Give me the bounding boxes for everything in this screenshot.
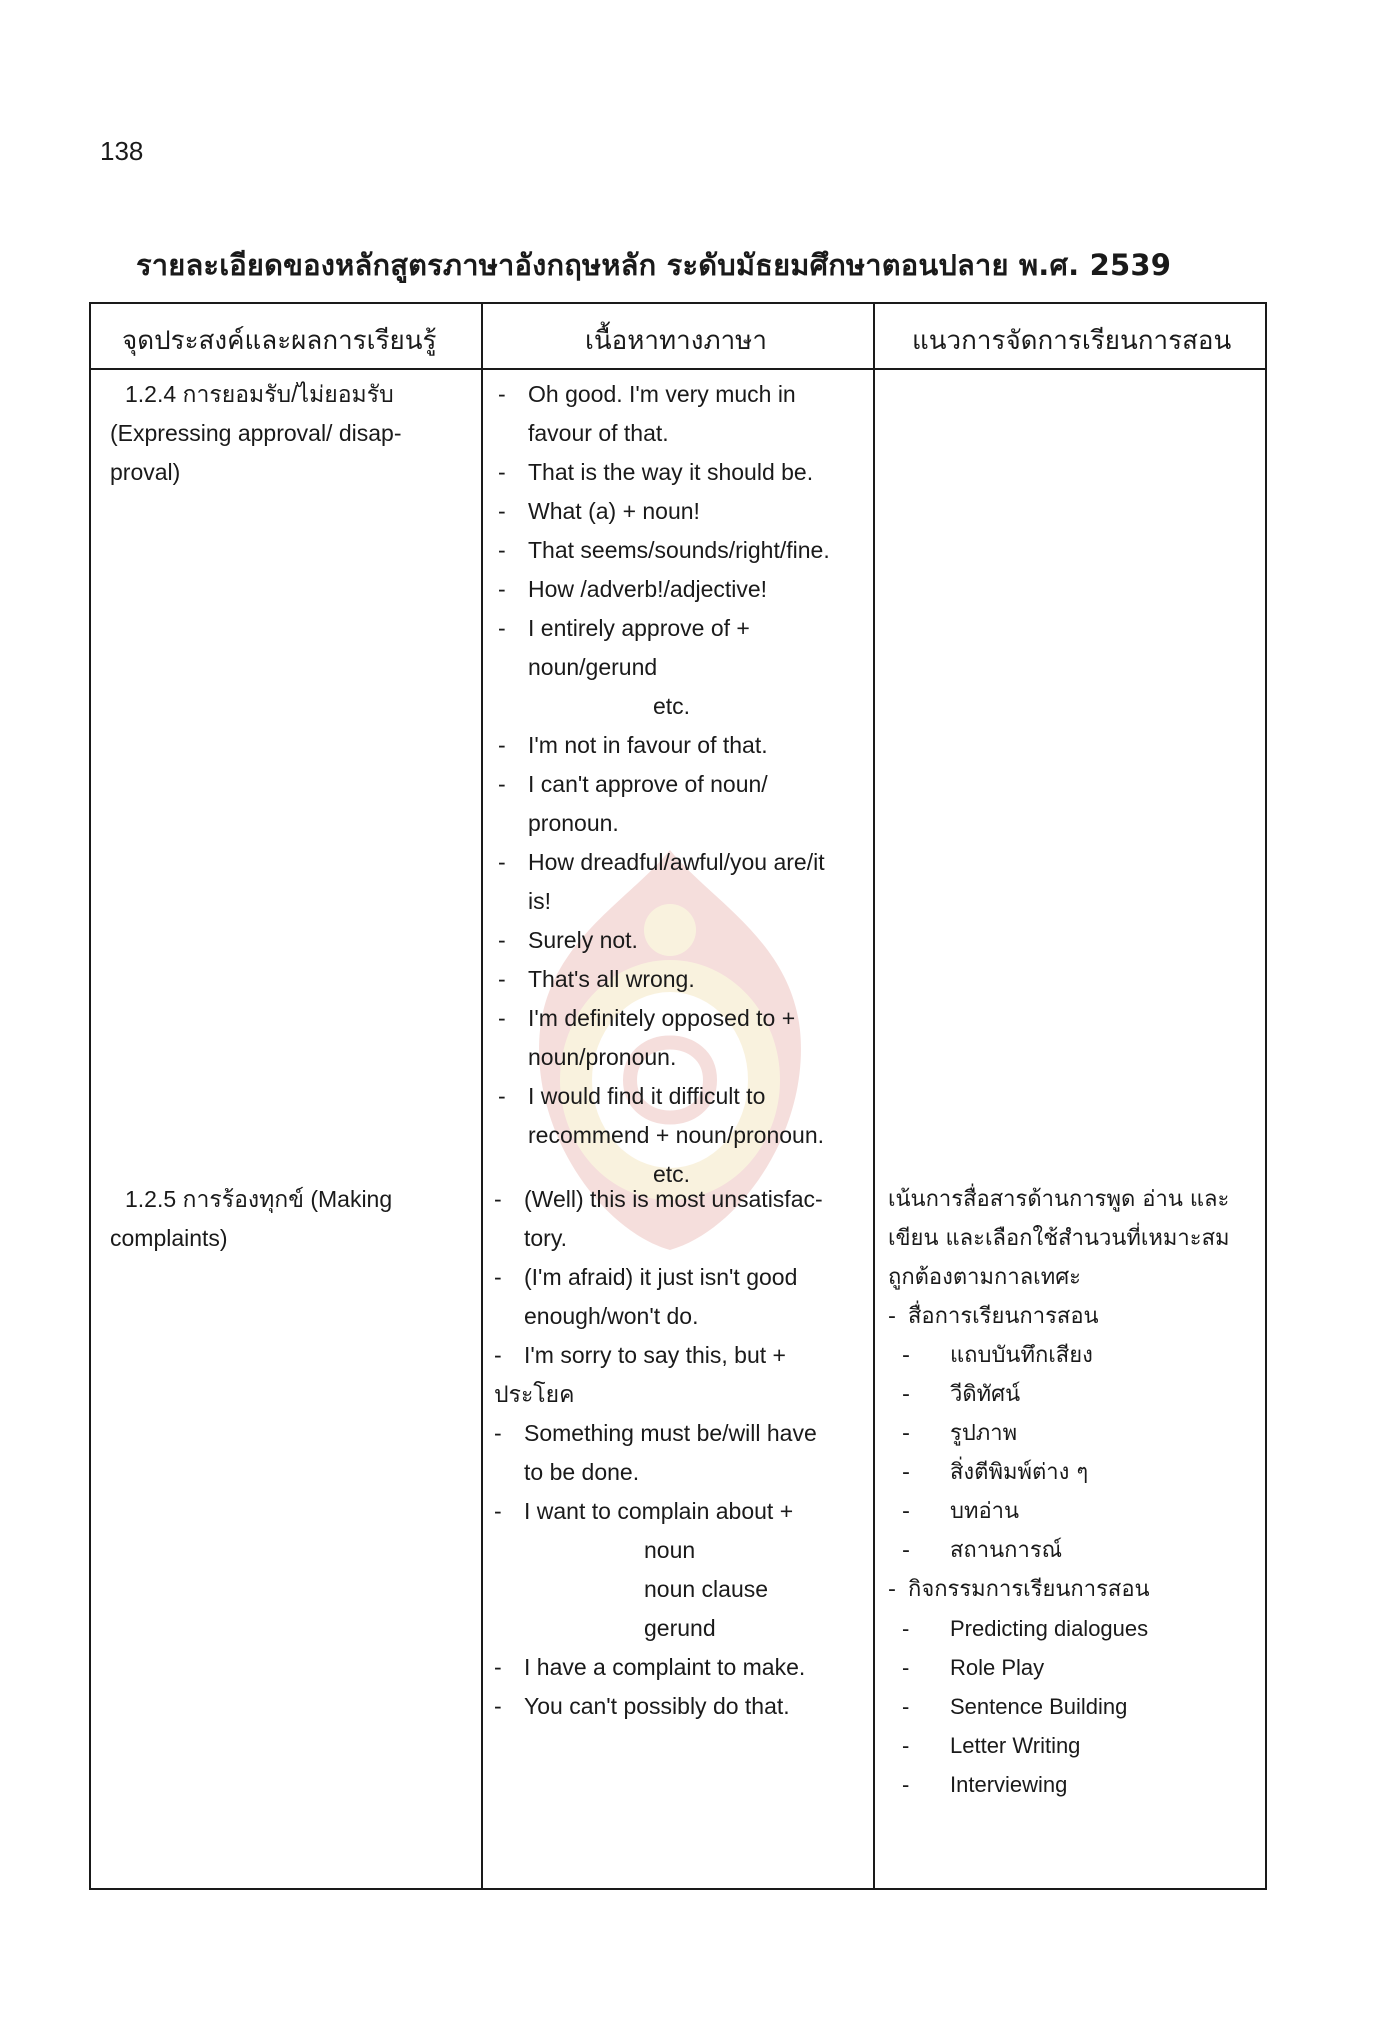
list-item: - You can't possibly do that.	[494, 1693, 790, 1719]
list-item: - Predicting dialogues	[902, 1616, 1149, 1641]
list-item: - Interviewing	[902, 1772, 1068, 1797]
objective-1-2-5	[110, 1180, 470, 1258]
teaching-intro: เน้นการสื่อสารด้านการพูด อ่าน และ	[888, 1187, 1230, 1212]
page-number: 138	[100, 136, 144, 166]
header-language-content: เนื้อหาทางภาษา	[585, 326, 767, 356]
header-divider	[89, 368, 1267, 370]
activities-heading: - กิจกรรมการเรียนการสอน	[888, 1577, 1150, 1602]
list-item: - Something must be/will have to be done.	[494, 1420, 817, 1485]
list-item: - I have a complaint to make.	[494, 1654, 806, 1680]
list-item: - I'm sorry to say this, but + ประโยค	[494, 1342, 786, 1407]
list-item: - บทอ่าน	[902, 1499, 1020, 1524]
media-heading: - สื่อการเรียนการสอน	[888, 1304, 1099, 1329]
header-teaching-approach: แนวการจัดการเรียนการสอน	[912, 326, 1232, 356]
list-item: - That is the way it should be.	[498, 459, 814, 485]
objective-1-2-4	[110, 375, 470, 492]
column-divider-1	[481, 302, 483, 1890]
content-approval-list	[498, 375, 868, 1194]
etc-label: etc.	[653, 693, 691, 719]
list-item: - (I'm afraid) it just isn't good enough/won't do.	[494, 1264, 798, 1329]
list-item: - I would find it difficult to recommend + noun/pronoun.	[498, 1083, 825, 1148]
list-item: - Letter Writing	[902, 1733, 1081, 1758]
list-item: - รูปภาพ	[902, 1421, 1018, 1446]
list-item: - แถบบันทึกเสียง	[902, 1343, 1093, 1368]
list-item: - วีดิทัศน์	[902, 1382, 1021, 1407]
list-item: - That seems/sounds/right/fine.	[498, 537, 830, 563]
column-divider-2	[873, 302, 875, 1890]
list-item: - Role Play	[902, 1655, 1045, 1680]
header-objectives: จุดประสงค์และผลการเรียนรู้	[122, 326, 437, 356]
list-item: - How /adverb!/adjective!	[498, 576, 768, 602]
list-item: - Sentence Building	[902, 1694, 1128, 1719]
list-item: - สถานการณ์	[902, 1538, 1063, 1563]
objective-title: 1.2.4 การยอมรับ/ไม่ยอมรับ	[125, 381, 394, 407]
list-item: - I'm definitely opposed to + noun/pronoun.	[498, 1005, 796, 1070]
objective-title: 1.2.5 การร้องทุกข์ (Making	[125, 1186, 393, 1212]
objective-line: complaints)	[110, 1225, 228, 1251]
list-item: - That's all wrong.	[498, 966, 695, 992]
list-item: - What (a) + noun!	[498, 498, 700, 524]
teaching-intro: เขียน และเลือกใช้สำนวนที่เหมาะสม	[888, 1226, 1230, 1251]
content-complaints-list	[494, 1180, 868, 1726]
list-item: - Surely not.	[498, 927, 638, 953]
list-item: - (Well) this is most unsatisfac- tory.	[494, 1186, 823, 1251]
list-item: - I entirely approve of + noun/gerund	[498, 615, 750, 680]
teaching-intro: ถูกต้องตามกาลเทศะ	[888, 1265, 1081, 1290]
list-item: - I can't approve of noun/ pronoun.	[498, 771, 768, 836]
etc-label: etc.	[653, 1161, 691, 1187]
list-item: - Oh good. I'm very much in favour of that.	[498, 381, 796, 446]
list-item: - How dreadful/awful/you are/it is!	[498, 849, 825, 914]
list-item: - I'm not in favour of that.	[498, 732, 768, 758]
list-item: - สิ่งตีพิมพ์ต่าง ๆ	[902, 1460, 1089, 1485]
teaching-approach	[888, 1180, 1262, 1804]
list-item: - I want to complain about + noun noun clause gerund	[494, 1498, 794, 1641]
objective-line: (Expressing approval/ disap-	[110, 420, 402, 446]
document-title: รายละเอียดของหลักสูตรภาษาอังกฤษหลัก ระดับมัธยมศึกษาตอนปลาย พ.ศ. 2539	[136, 248, 1172, 282]
objective-line: proval)	[110, 459, 181, 485]
